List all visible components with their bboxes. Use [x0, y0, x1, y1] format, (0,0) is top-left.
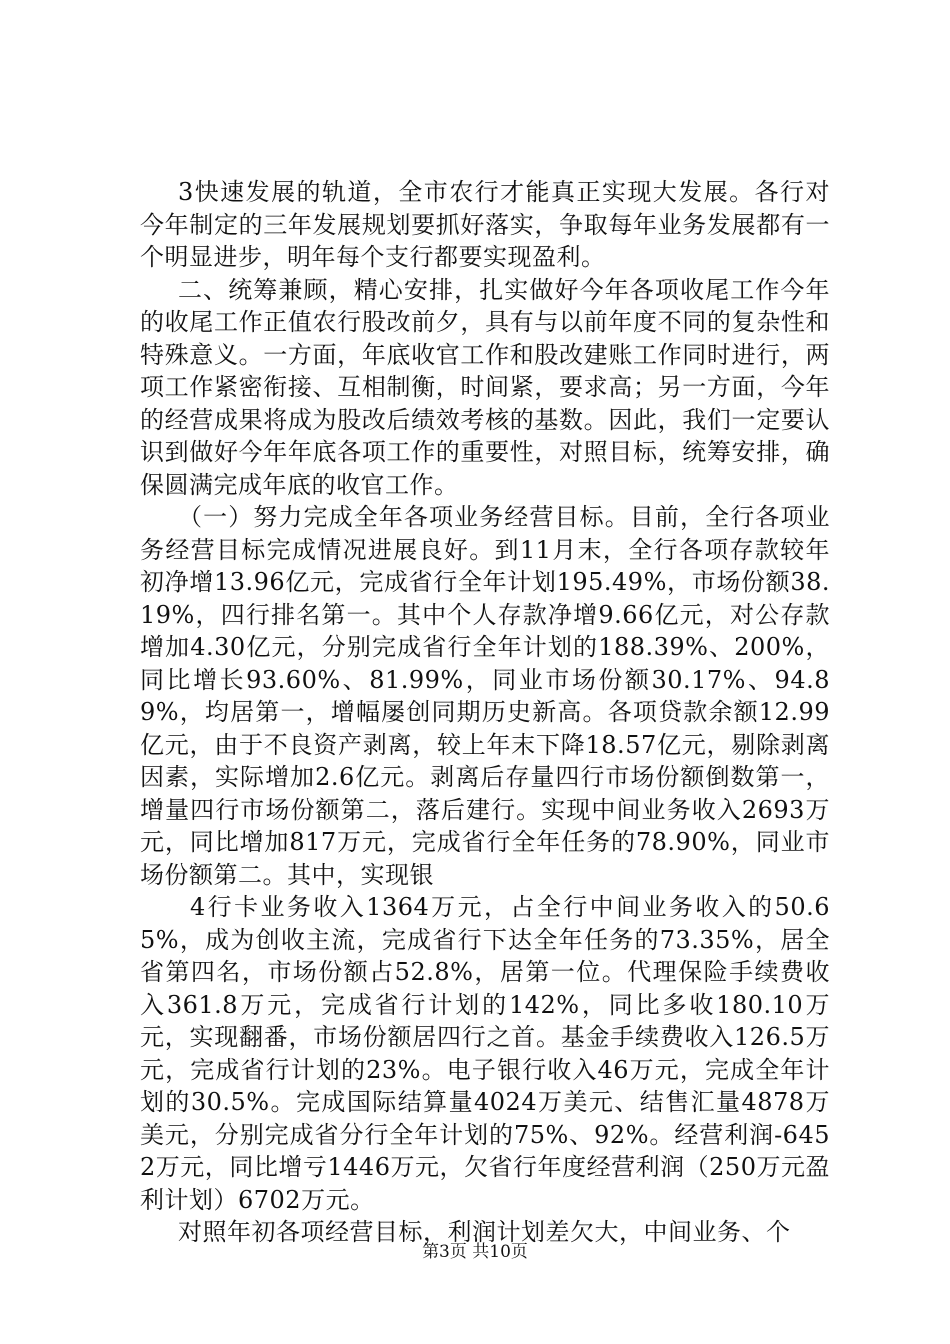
paragraph-2: 二、统筹兼顾，精心安排，扎实做好今年各项收尾工作今年的收尾工作正值农行股改前夕，具有与以前年度不同的复杂性和特殊意义。一方面，年底收官工作和股改建账工作同时进行，两项工作紧密衔接、互相制衡，时间紧，要求高；另一方面，今年的经营成果将成为股改后绩效考核的基数。因此，我们一定要认识到做好今年年底各项工作的重要性，对照目标，统筹安排，确保圆满完成年底的收官工作。 — [140, 275, 830, 499]
paragraph-1: 3快速发展的轨道，全市农行才能真正实现大发展。各行对今年制定的三年发展规划要抓好落实，争取每年业务发展都有一个明显进步，明年每个支行都要实现盈利。 — [140, 178, 830, 271]
body-text — [140, 176, 830, 1249]
paragraph-3: （一）努力完成全年各项业务经营目标。目前，全行各项业务经营目标完成情况进展良好。到11月末，全行各项存款较年初净增13.96亿元，完成省行全年计划195.49%，市场份额38.19%，四行排名第一。其中个人存款净增9.66亿元，对公存款增加4.30亿元，分别完成省行全年计划的188.39%、200%，同比增长93.60%、81.99%，同业市场份额30.17%、94.89%，均居第一，增幅屡创同期历史新高。各项贷款余额12.99亿元，由于不良资产剥离，较上年末下降18.57亿元，剔除剥离因素，实际增加2.6亿元。剥离后存量四行市场份额倒数第一，增量四行市场份额第二，落后建行。实现中间业务收入2693万元，同比增加817万元，完成省行全年任务的78.90%，同业市场份额第二。其中，实现银 — [140, 503, 830, 889]
paragraph-4: 4行卡业务收入1364万元，占全行中间业务收入的50.65%，成为创收主流，完成省行下达全年任务的73.35%，居全省第四名，市场份额占52.8%，居第一位。代理保险手续费收入361.8万元，完成省行计划的142%，同比多收180.10万元，实现翻番，市场份额居四行之首。基金手续费收入126.5万元，完成省行计划的23%。电子银行收入46万元，完成全年计划的30.5%。完成国际结算量4024万美元、结售汇量4878万美元，分别完成省分行全年计划的75%、92%。经营利润-6452万元，同比增亏1446万元，欠省行年度经营利润（250万元盈利计划）6702万元。 — [140, 893, 830, 1214]
page-footer: 第3页 共10页 — [422, 1242, 528, 1262]
paragraph-5: 对照年初各项经营目标，利润计划差欠大，中间业务、个 — [178, 1218, 791, 1246]
